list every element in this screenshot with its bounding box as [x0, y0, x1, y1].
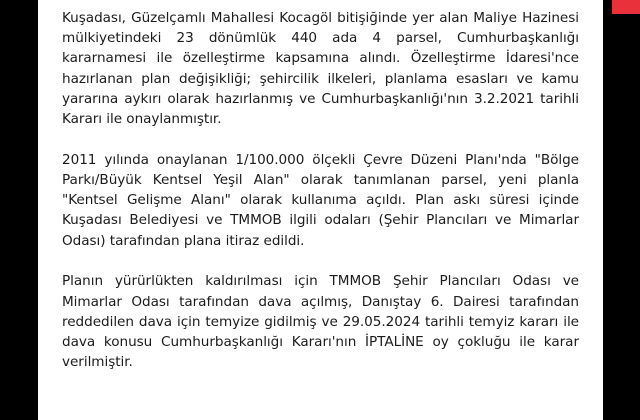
- article-page: [38, 0, 603, 420]
- article-paragraph-2: 2011 yılında onaylanan 1/100.000 ölçekli Çevre Düzeni Planı'nda "Bölge Parkı/Büyük Kentsel Yeşil Alan" olarak tanımlanan parsel, yeni planla "Kentsel Gelişme Alanı" olarak kullanıma açıldı. Plan askı süresi içinde Kuşadası Belediyesi ve TMMOB ilgili odaları (Şehir Plancıları ve Mimarlar Odası) tarafından plana itiraz edildi.: [62, 151, 579, 249]
- article-paragraph-1: Kuşadası, Güzelçamlı Mahallesi Kocagöl bitişiğinde yer alan Maliye Hazinesi mülkiyetindeki 23 dönümlük 440 ada 4 parsel, Cumhurbaşkanlığı kararnamesi ile özelleştirme kapsamına alındı. Özelleştirme İdaresi'nce hazırlanan plan değişikliği; şehircilik ilkeleri, planlama esasları ve kamu yararına aykırı olarak hazırlanmış ve Cumhurbaşkanlığı'nın 3.2.2021 tarihli Kararı ile onaylanmıştır.: [62, 10, 579, 128]
- right-frame-bar: [603, 0, 640, 420]
- red-accent-tab: [612, 0, 640, 14]
- article-body: [62, 8, 579, 393]
- article-paragraph-3: Planın yürürlükten kaldırılması için TMMOB Şehir Plancıları Odası ve Mimarlar Odası tarafından dava açılmış, Danıştay 6. Dairesi tarafından reddedilen dava için temyize gidilmiş ve 29.05.2024 tarihli temyiz kararı ile dava konusu Cumhurbaşkanlığı Kararı'nın İPTALİNE oy çokluğu ile karar verilmiştir.: [62, 273, 579, 371]
- left-frame-bar: [0, 0, 38, 420]
